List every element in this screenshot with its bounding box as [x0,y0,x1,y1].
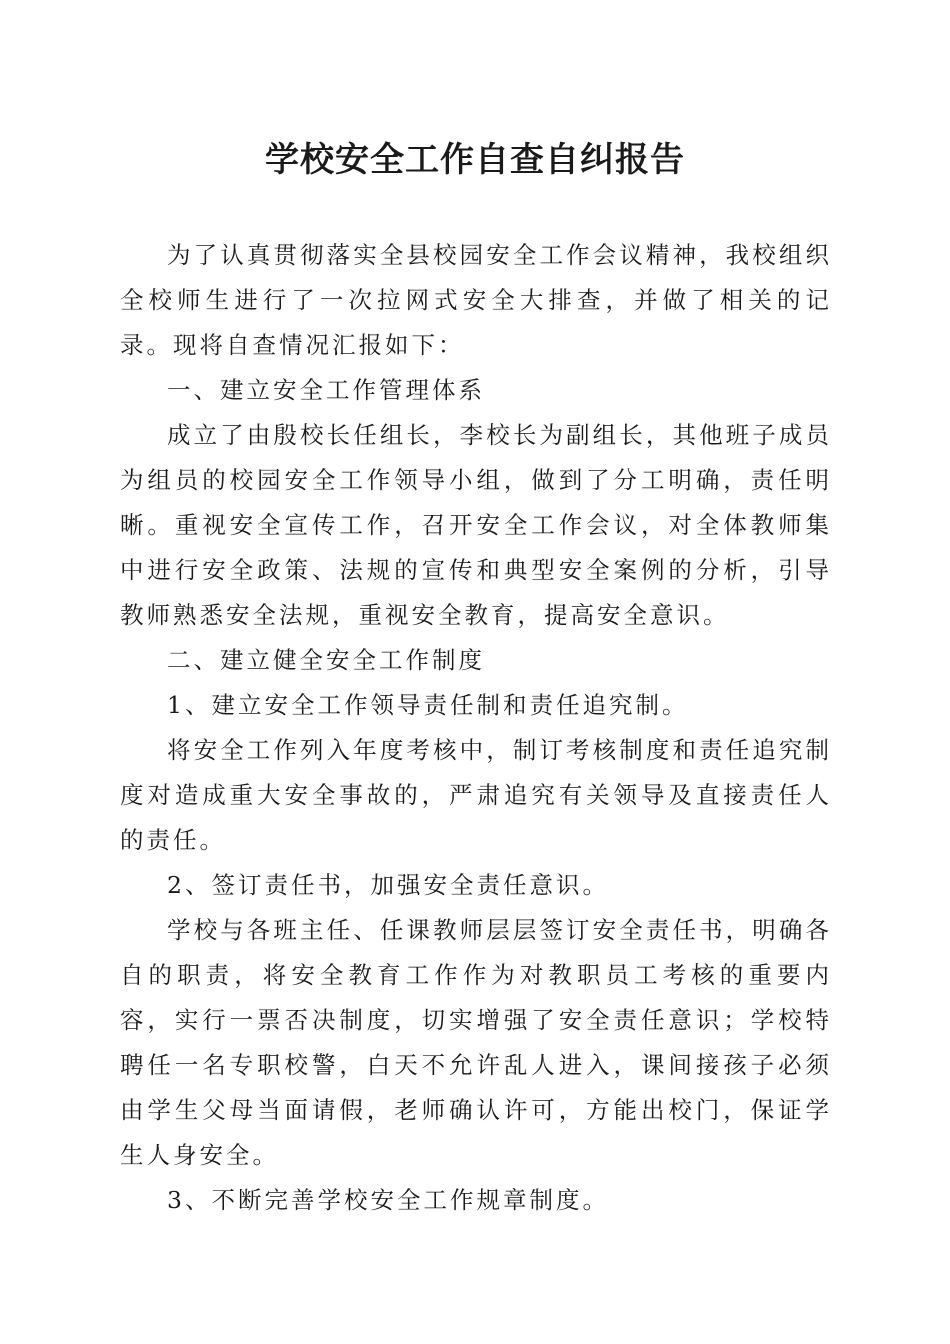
paragraph-responsibility: 学校与各班主任、任课教师层层签订安全责任书，明确各自的职责，将安全教育工作作为对教职员工考核的重要内容，实行一票否决制度，切实增强了安全责任意识；学校特聘任一名专职校警，白天不允许乱人进入，课间接孩子必须由学生父母当面请假，老师确认许可，方能出校门，保证学生人身安全。 [120,916,832,1169]
paragraph-accountability: 将安全工作列入年度考核中，制订考核制度和责任追究制度对造成重大安全事故的，严肃追究有关领导及直接责任人的责任。 [120,736,832,854]
subheading-1: 1、建立安全工作领导责任制和责任追究制。 [167,691,689,719]
document-body [120,233,832,1223]
paragraph-management-system: 成立了由殷校长任组长，李校长为副组长，其他班子成员为组员的校园安全工作领导小组，做到了分工明确，责任明晰。重视安全宣传工作，召开安全工作会议，对全体教师集中进行安全政策、法规的宣传和典型安全案例的分析，引导教师熟悉安全法规，重视安全教育，提高安全意识。 [120,421,832,629]
section-heading-2: 二、建立健全安全工作制度 [167,646,485,674]
subheading-2: 2、签订责任书，加强安全责任意识。 [167,871,609,899]
subheading-3: 3、不断完善学校安全工作规章制度。 [167,1186,609,1214]
document-title: 学校安全工作自查自纠报告 [265,140,685,180]
section-heading-1: 一、建立安全工作管理体系 [167,376,485,404]
paragraph-intro: 为了认真贯彻落实全县校园安全工作会议精神，我校组织全校师生进行了一次拉网式安全大排查，并做了相关的记录。现将自查情况汇报如下： [120,241,832,359]
